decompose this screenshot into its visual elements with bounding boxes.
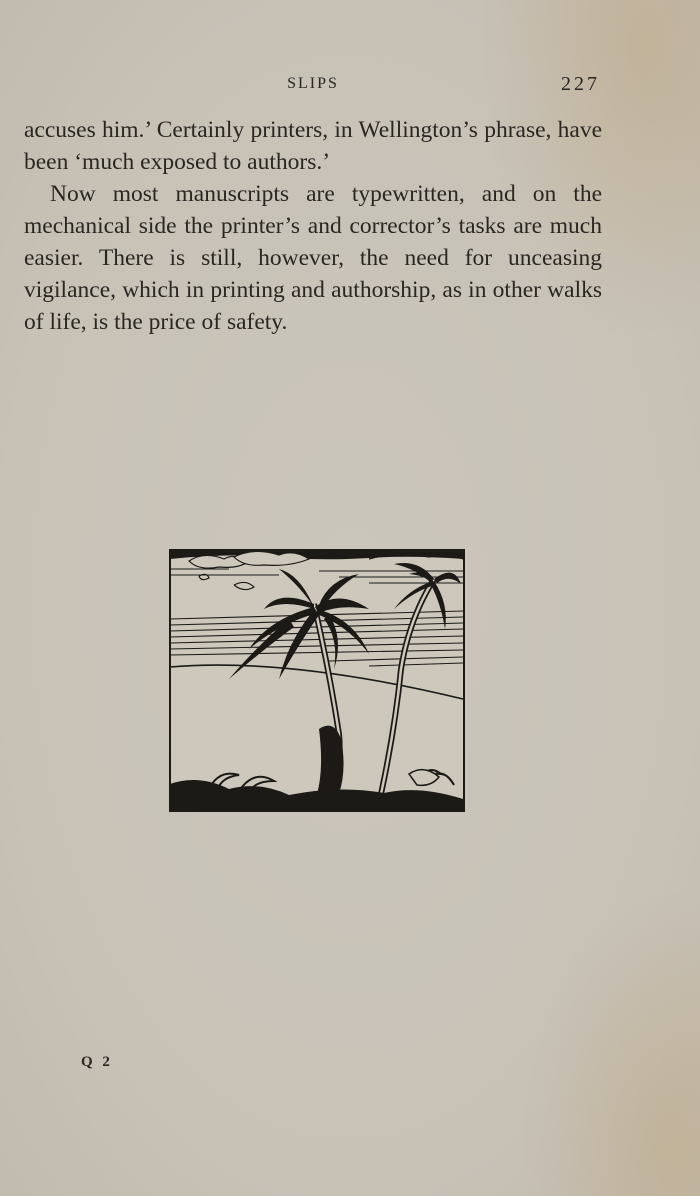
paragraph-2: Now most manuscripts are typewritten, and on the mechanical side the printer’s and corrector’s tasks are much easier. There is still, however, the need for unceasing vigilance, which in printing and authorship, as in other walks of life, is the price of safety. (24, 181, 602, 335)
paragraph-1: accuses him.’ Certainly printers, in Wellington’s phrase, have been ‘much exposed to authors.’ (24, 117, 602, 175)
signature-mark: Q 2 (81, 1054, 113, 1070)
page-number: 227 (561, 73, 600, 95)
running-head (24, 73, 602, 97)
palm-trees-woodcut (169, 549, 465, 812)
running-title: SLIPS (287, 75, 339, 92)
body-text (24, 114, 602, 338)
